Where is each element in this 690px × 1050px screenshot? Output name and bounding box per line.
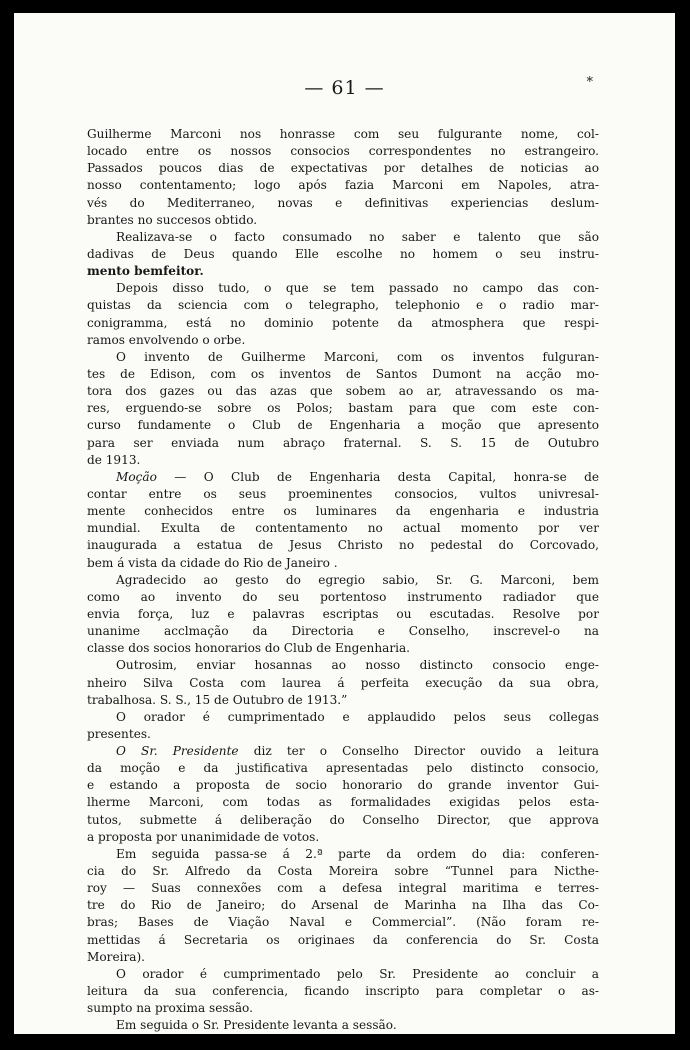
- text-line: conigramma, está no dominio potente da atmosphera que respi-: [87, 315, 599, 330]
- page-number: — 61 —: [304, 77, 385, 99]
- text-line: [87, 743, 599, 760]
- line-text: — O Club de Engenharia desta Capital, honra-se de: [156, 469, 599, 484]
- text-line: inaugurada a estatua de Jesus Christo no pedestal do Corcovado,: [87, 538, 599, 553]
- text-line: vés do Mediterraneo, novas e definitivas experiencias deslum-: [87, 195, 599, 210]
- text-line: quistas da sciencia com o telegrapho, telephonio e o radio mar-: [87, 298, 599, 313]
- text-line: tora dos gazes ou das azas que sobem ao ar, atravessando os ma-: [87, 384, 599, 399]
- text-line: Em seguida o Sr. Presidente levanta a sessão.: [116, 1018, 397, 1033]
- text-line: lherme Marconi, com todas as formalidades exigidas pelos esta-: [87, 795, 599, 810]
- text-line: Em seguida passa-se á 2.ª parte da ordem do dia: conferen-: [116, 846, 599, 861]
- text-line: mente conhecidos entre os luminares da engenharia e industria: [87, 504, 599, 519]
- book-page: [14, 13, 675, 1034]
- text-line: leitura da sua conferencia, ficando inscripto para completar o as-: [87, 984, 599, 999]
- text-line: Passados poucos dias de expectativas por detalhes de noticias ao: [87, 161, 599, 176]
- text-line: O orador é cumprimentado pelo Sr. Presidente ao concluir a: [116, 966, 599, 981]
- text-line: cia do Sr. Alfredo da Costa Moreira sobre “Tunnel para Nicthe-: [87, 864, 599, 879]
- text-line: mettidas á Secretaria os originaes da conferencia do Sr. Costa: [87, 932, 599, 947]
- text-line: tes de Edison, com os inventos de Santos Dumont na acção mo-: [87, 366, 599, 381]
- text-line: bras; Bases de Viação Naval e Commercial”. (Não foram re-: [87, 915, 599, 930]
- text-line: como ao invento do seu portentoso instrumento radiador que: [87, 589, 599, 604]
- text-line: nheiro Silva Costa com laurea á perfeita execução da sua obra,: [87, 675, 599, 690]
- text-line: bem á vista da cidade do Rio de Janeiro .: [87, 555, 338, 570]
- text-line: da moção e da justificativa apresentadas pelo distincto consocio,: [87, 761, 599, 776]
- line-text: diz ter o Conselho Director ouvido a leitura: [238, 744, 599, 759]
- text-line: locado entre os nossos consocios correspondentes no estrangeiro.: [87, 144, 599, 159]
- text-line: classe dos socios honorarios do Club de Engenharia.: [87, 641, 411, 656]
- text-line: roy — Suas connexões com a defesa integral maritima e terres-: [87, 881, 599, 896]
- text-line: mento bemfeitor.: [87, 264, 204, 279]
- text-line: ramos envolvendo o orbe.: [87, 332, 246, 347]
- text-line: unanime acclmação da Directoria e Conselho, inscrevel-o na: [87, 624, 599, 639]
- text-line: sumpto na proxima sessão.: [87, 1001, 253, 1016]
- text-line: dadivas de Deus quando Elle escolhe no homem o seu instru-: [87, 246, 599, 261]
- text-line: Outrosim, enviar hosannas ao nosso distincto consocio enge-: [116, 658, 599, 673]
- text-line: envia força, luz e palavras escriptas ou escutadas. Resolve por: [87, 606, 599, 621]
- text-line: para ser enviada num abraço fraternal. S. S. 15 de Outubro: [87, 435, 599, 450]
- italic-lead: O Sr. Presidente: [116, 744, 239, 759]
- text-line: tutos, submette á deliberação do Conselho Director, que approva: [87, 812, 599, 827]
- text-line: mundial. Exulta de contentamento no actual momento por ver: [87, 521, 599, 536]
- text-line: tre do Rio de Janeiro; do Arsenal de Marinha na Ilha das Co-: [87, 898, 599, 913]
- text-line: Realizava-se o facto consumado no saber e talento que são: [116, 229, 599, 244]
- text-line: de 1913.: [87, 452, 141, 467]
- text-line: curso fundamente o Club de Engenharia a moção que apresento: [87, 418, 599, 433]
- text-line: e estando a proposta de socio honorario do grande inventor Gui-: [87, 778, 599, 793]
- text-line: O invento de Guilherme Marconi, com os inventos fulguran-: [116, 349, 599, 364]
- text-line: contar entre os seus proeminentes consocios, vultos univresal-: [87, 486, 599, 501]
- page-mark: *: [586, 75, 593, 90]
- text-line: presentes.: [87, 726, 151, 741]
- text-line: nosso contentamento; logo após fazia Marconi em Napoles, atra-: [87, 178, 599, 193]
- text-line: O orador é cumprimentado e applaudido pelos seus collegas: [116, 709, 599, 724]
- text-line: Guilherme Marconi nos honrasse com seu fulgurante nome, col-: [87, 127, 599, 141]
- italic-lead: Moção: [116, 469, 157, 484]
- text-line: Moreira).: [87, 949, 146, 964]
- text-line: res, erguendo-se sobre os Polos; bastam para que com este con-: [87, 401, 599, 416]
- text-line: [87, 469, 599, 486]
- text-line: trabalhosa. S. S., 15 de Outubro de 1913.”: [87, 692, 348, 707]
- text-line: brantes no succesos obtido.: [87, 212, 258, 227]
- text-line: Agradecido ao gesto do egregio sabio, Sr. G. Marconi, bem: [116, 572, 599, 587]
- text-line: a proposta por unanimidade de votos.: [87, 829, 320, 844]
- text-line: Depois disso tudo, o que se tem passado no campo das con-: [116, 281, 599, 296]
- body-text: [87, 126, 599, 1034]
